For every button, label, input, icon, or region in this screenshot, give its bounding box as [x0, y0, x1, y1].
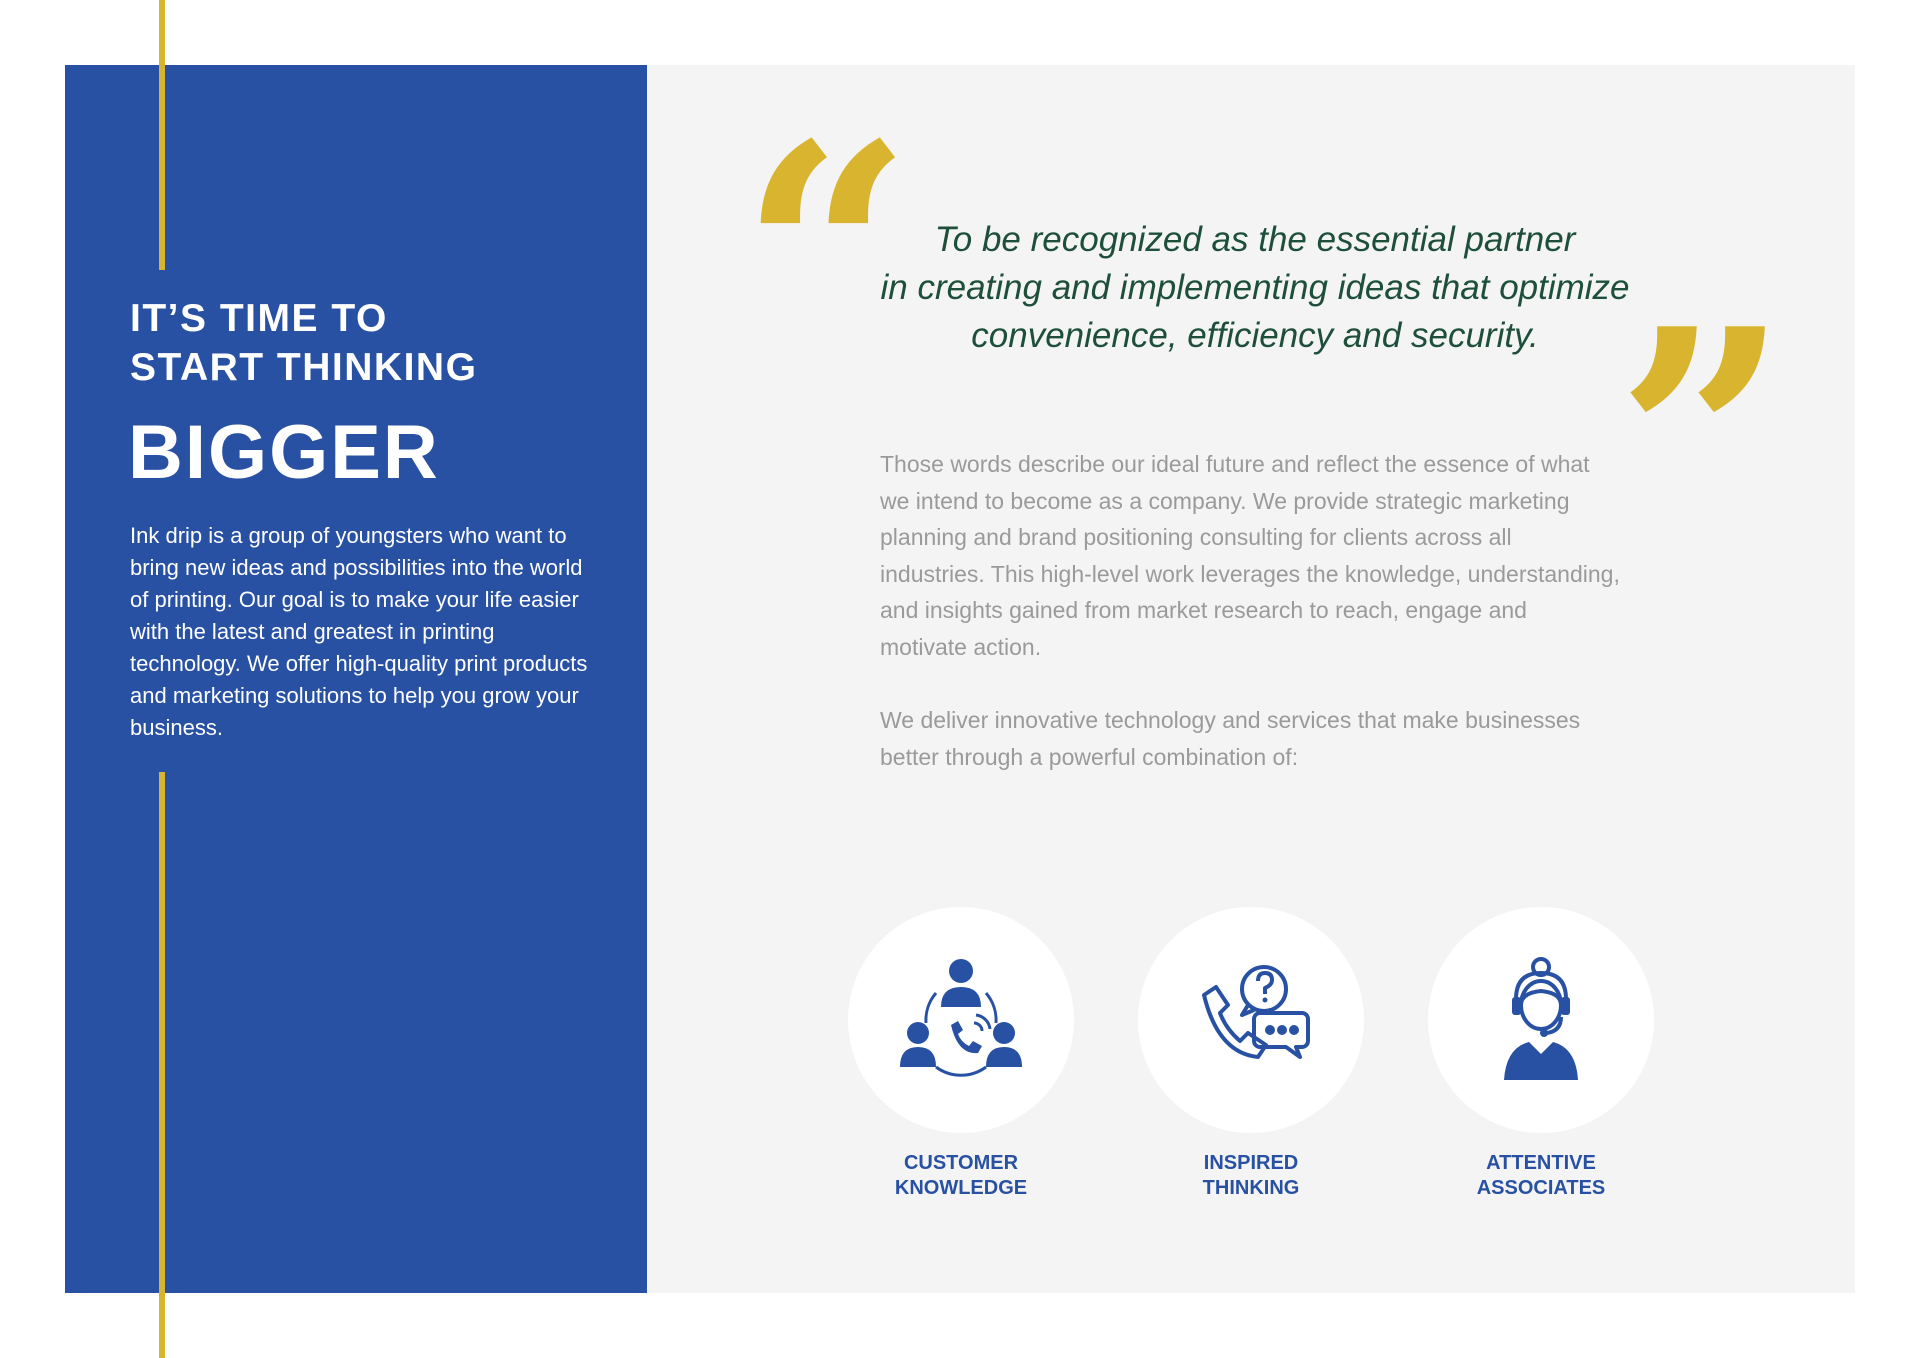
- feature-label-line-1: INSPIRED: [1203, 1152, 1299, 1174]
- accent-line-bottom: [159, 772, 165, 1358]
- open-quote-icon: “: [740, 78, 913, 431]
- accent-line-top: [159, 0, 165, 270]
- feature-inspired-thinking: [1136, 907, 1366, 1201]
- feature-customer-knowledge: [846, 907, 1076, 1201]
- feature-icon-circle: [848, 907, 1074, 1133]
- feature-label: [846, 1151, 1076, 1201]
- quote-line-3: convenience, efficiency and security.: [971, 316, 1539, 355]
- heading-line-2: START THINKING: [130, 346, 478, 389]
- quote-line-2: in creating and implementing ideas that optimize: [880, 268, 1630, 307]
- feature-icon-circle: [1428, 907, 1654, 1133]
- heading-title: BIGGER: [128, 410, 440, 495]
- feature-label-line-1: ATTENTIVE: [1486, 1152, 1596, 1174]
- heading-subtitle: [130, 294, 610, 392]
- customer-network-icon: [896, 955, 1026, 1085]
- close-quote-icon: ”: [1616, 263, 1789, 616]
- feature-label-line-2: THINKING: [1202, 1177, 1300, 1199]
- feature-label: [1136, 1151, 1366, 1201]
- feature-label-line-2: ASSOCIATES: [1476, 1177, 1606, 1199]
- feature-label-line-2: KNOWLEDGE: [894, 1177, 1028, 1199]
- feature-icon-circle: [1138, 907, 1364, 1133]
- intro-paragraph: Ink drip is a group of youngsters who want to bring new ideas and possibilities into the world of printing. Our goal is to make your life easier with the latest and greatest in printing technology. We offer high-quality print products and marketing solutions to help you grow your business.: [130, 523, 588, 740]
- heading-line-1: IT’S TIME TO: [130, 297, 388, 340]
- mission-quote: [820, 216, 1690, 360]
- feature-label-line-1: CUSTOMER: [903, 1152, 1019, 1174]
- headset-agent-icon: [1476, 955, 1606, 1085]
- phone-chat-icon: [1186, 955, 1316, 1085]
- feature-attentive-associates: [1426, 907, 1656, 1201]
- body-paragraph-1: Those words describe our ideal future and reflect the essence of what we intend to become as a company. We provide strategic marketing planning and brand positioning consulting for clients across all industries. This high-level work leverages the knowledge, understanding, and insights gained from market research to reach, engage and motivate action.: [880, 451, 1620, 660]
- quote-line-1: To be recognized as the essential partner: [934, 220, 1576, 259]
- body-paragraph-2: We deliver innovative technology and services that make businesses better through a powerful combination of:: [880, 707, 1581, 770]
- feature-label: [1426, 1151, 1656, 1201]
